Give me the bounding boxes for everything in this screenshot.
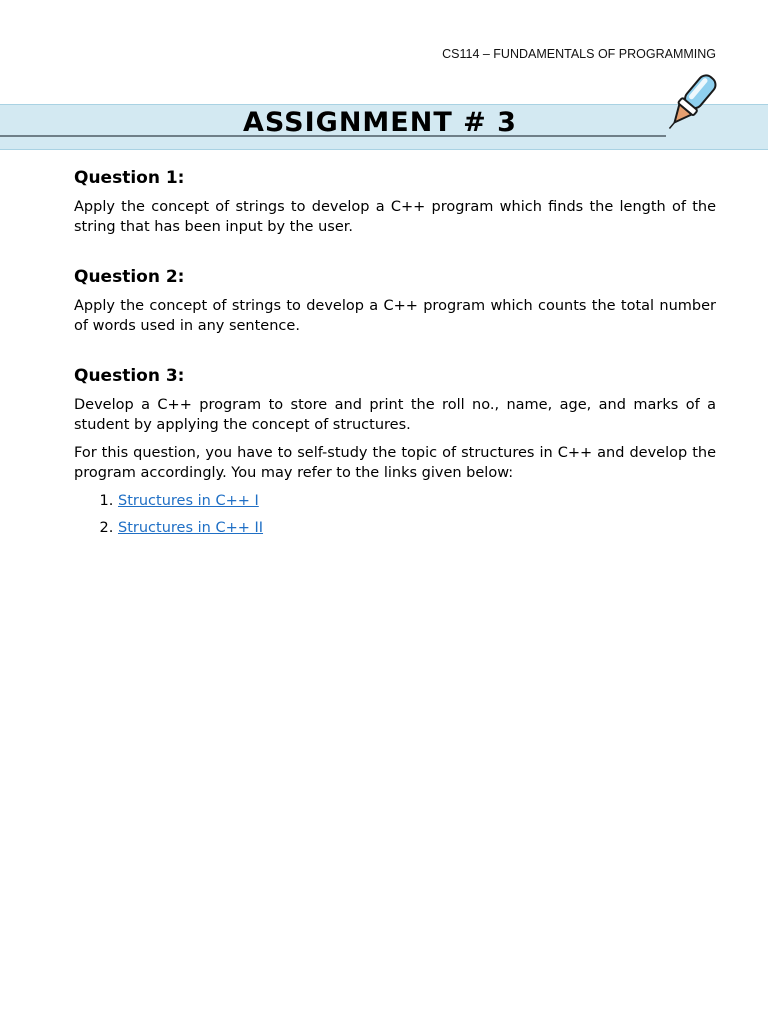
question-text: Apply the concept of strings to develop a C++ program which counts the total number of words used in any sentence. [74,298,716,334]
reference-links-list [74,491,716,538]
structures-link-1[interactable]: Structures in C++ I [118,493,259,509]
question-1 [74,168,716,237]
list-item [118,491,716,511]
question-2 [74,267,716,336]
question-heading: Question 3: [74,366,185,386]
assignment-title: ASSIGNMENT # 3 [243,107,517,138]
course-header: CS114 – FUNDAMENTALS OF PROGRAMMING [442,47,716,61]
question-text: Apply the concept of strings to develop a C++ program which finds the length of the string that has been input by the user. [74,199,716,235]
pen-icon [660,68,720,140]
question-3 [74,366,716,538]
question-heading: Question 1: [74,168,185,188]
question-heading: Question 2: [74,267,185,287]
assignment-content [74,168,716,568]
question-text: Develop a C++ program to store and print the roll no., name, age, and marks of a student by applying the concept of structures. [74,397,716,433]
question-instructions: For this question, you have to self-study the topic of structures in C++ and develop the program accordingly. You may refer to the links given below: [74,445,716,481]
list-item [118,518,716,538]
structures-link-2[interactable]: Structures in C++ II [118,520,264,536]
